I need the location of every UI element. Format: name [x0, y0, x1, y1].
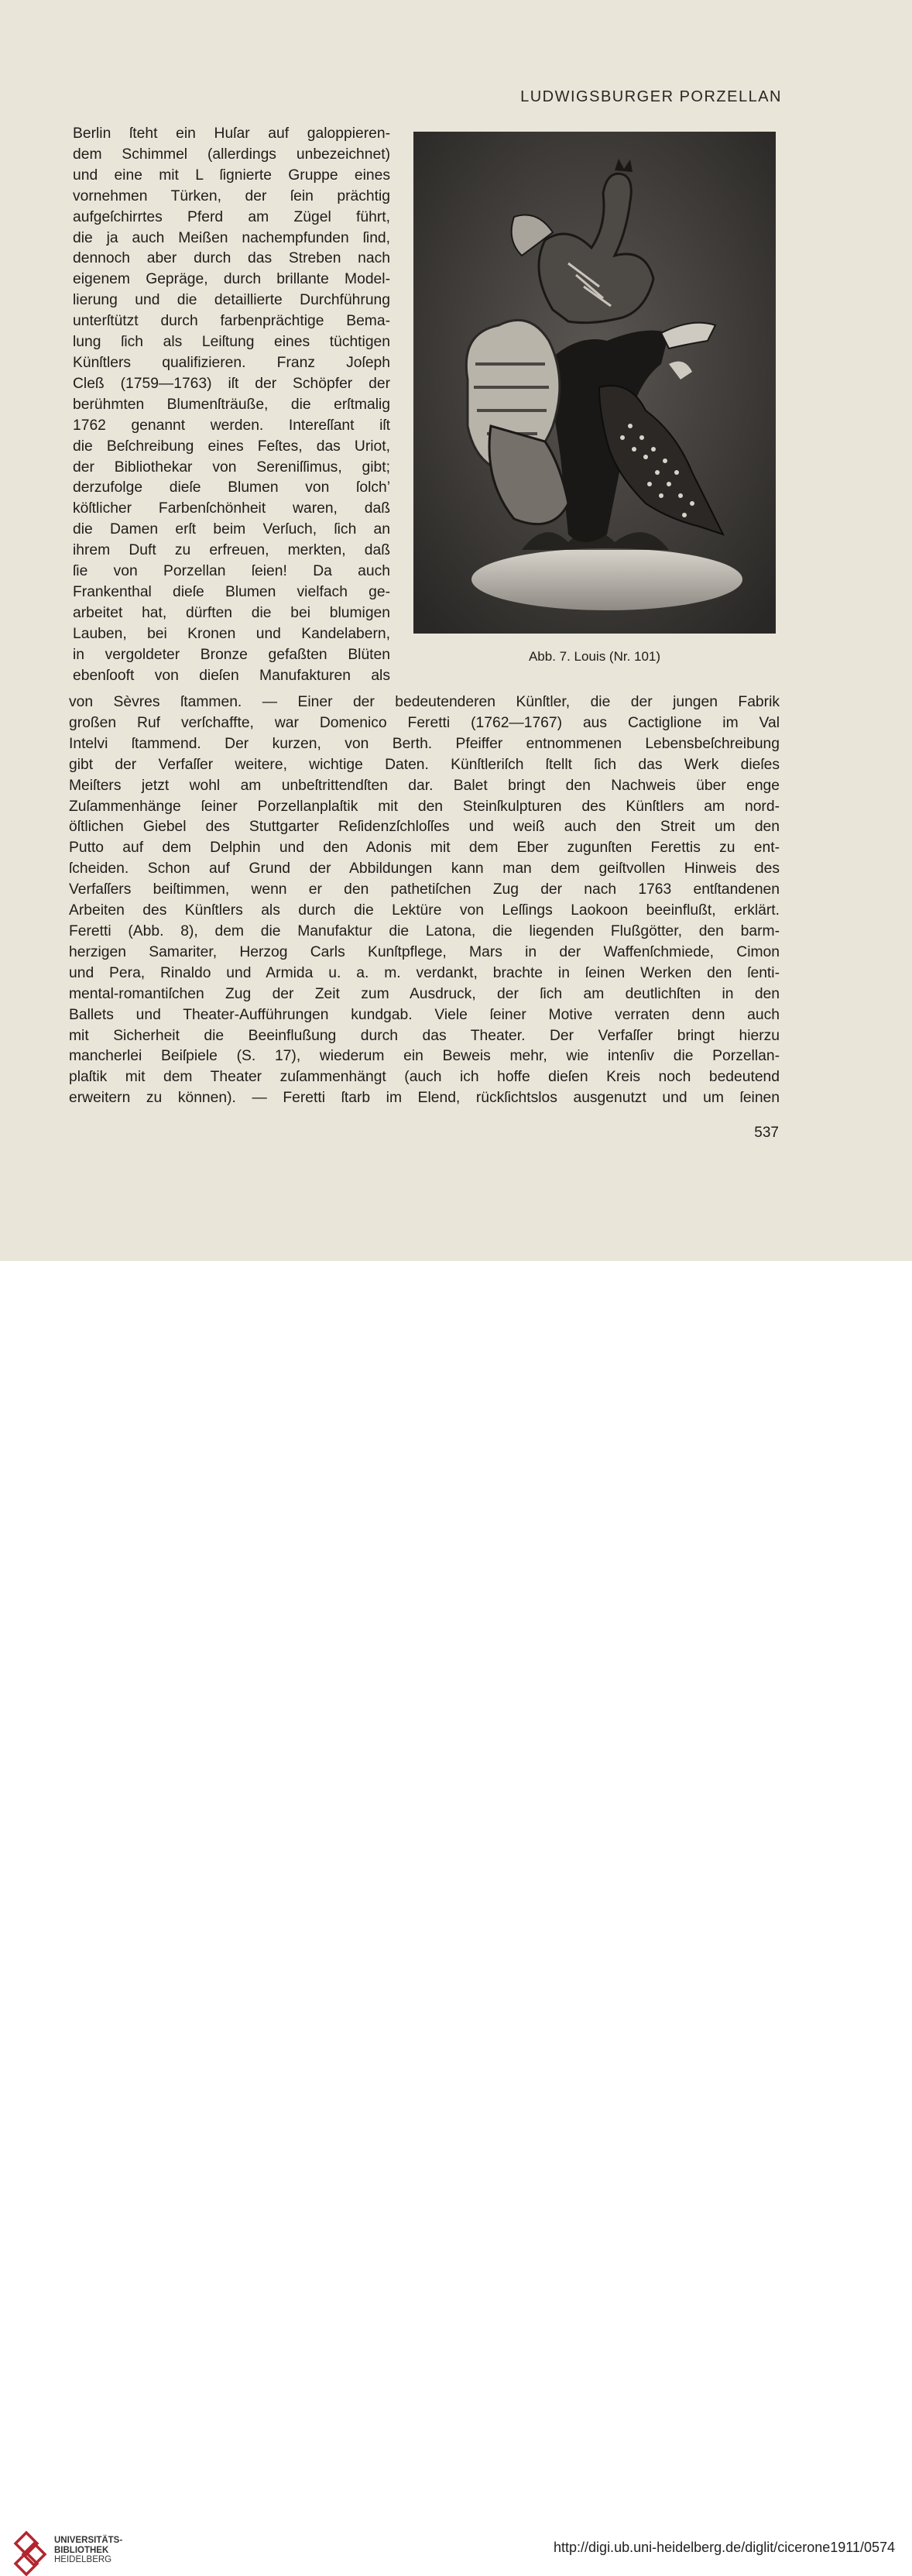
page-number: 537: [754, 1125, 779, 1141]
library-name-line2: BIBLIOTHEK: [54, 2545, 109, 2555]
text-line: plaſtik mit dem Theater zuſammenhängt (auch ich hoffe dieſen Kreis noch bedeutend: [69, 1069, 780, 1086]
text-line: ſie von Porzellan ſeien! Da auch: [73, 563, 390, 580]
text-line: aufgeſchirrtes Pferd am Zügel führt,: [73, 208, 390, 225]
text-line: Verfaſſers beiſtimmen, wenn er den pathetiſchen Zug der nach 1763 entſtandenen: [69, 881, 780, 898]
text-line: mental-romantiſchen Zug der Zeit zum Ausdruck, der ſich am deutlichſten in den: [69, 985, 780, 1002]
text-line: Lauben, bei Kronen und Kandelabern,: [73, 625, 390, 642]
text-line: eigenem Gepräge, durch brillante Model-: [73, 271, 390, 288]
text-line: der Bibliothekar von Sereniſſimus, gibt;: [73, 459, 390, 476]
text-line: großen Ruf verſchaffte, war Domenico Feretti (1762—1767) aus Cactiglione im Val: [69, 714, 780, 731]
text-line: Feretti (Abb. 8), dem die Manufaktur die Latona, die liegenden Flußgötter, den barm-: [69, 922, 780, 939]
text-line: erweitern zu können). — Feretti ſtarb im Elend, rückſichtslos ausgenutzt und um ſeinen: [69, 1090, 780, 1107]
figure-porcelain-group: [413, 132, 776, 634]
porcelain-figure-image: [413, 132, 776, 634]
library-name-line1: UNIVERSITÄTS-: [54, 2536, 123, 2545]
text-line: Frankenthal dieſe Blumen vielfach ge-: [73, 583, 390, 600]
text-line: mancherlei Beiſpiele (S. 17), wiederum ein Beweis mehr, wie intenſiv die Porzellan-: [69, 1048, 780, 1065]
source-url-link[interactable]: http://digi.ub.uni-heidelberg.de/diglit/cicerone1911/0574: [554, 2540, 895, 2555]
text-line: derzufolge dieſe Blumen von ſolch’: [73, 479, 390, 496]
text-line: öſtlichen Giebel des Stuttgarter Reſidenzſchloſſes und weiß auch den Streit um den: [69, 819, 780, 836]
text-line: köſtlicher Farbenſchönheit waren, daß: [73, 500, 390, 517]
text-line: vornehmen Türken, der ſein prächtig: [73, 187, 390, 204]
text-line: gibt der Verfaſſer weitere, wichtige Daten. Künſtleriſch ſtellt ſich das Werk dieſes: [69, 756, 780, 773]
text-line: mit Sicherheit die Beeinflußung durch das Theater. Der Verfaſſer bringt hierzu: [69, 1027, 780, 1044]
text-line: lung ſich als Leiſtung eines tüchtigen: [73, 334, 390, 351]
full-width-text: [69, 692, 780, 1109]
text-line: von Sèvres ſtammen. — Einer der bedeutenderen Künſtler, die der jungen Fabrik: [69, 694, 780, 710]
text-line: in vergoldeter Bronze gefaßten Blüten: [73, 646, 390, 663]
text-line: lierung und die detaillierte Durchführung: [73, 292, 390, 309]
text-line: arbeitet hat, dürften die bei blumigen: [73, 604, 390, 621]
text-line: Berlin ſteht ein Huſar auf galoppieren-: [73, 125, 390, 142]
text-line: Cleß (1759—1763) iſt der Schöpfer der: [73, 375, 390, 392]
text-line: Putto auf dem Delphin und den Adonis mit dem Eber zugunſten Ferettis zu ent-: [69, 840, 780, 857]
library-name: [54, 2536, 122, 2565]
left-column-text: [73, 124, 390, 686]
scanned-page: [0, 0, 912, 1261]
text-line: und Pera, Rinaldo und Armida u. a. m. verdankt, brachte in ſeinen Werken den ſenti-: [69, 964, 780, 981]
text-line: Arbeiten des Künſtlers als durch die Lektüre von Leſſings Laokoon beeinflußt, erklärt.: [69, 902, 780, 919]
figure-caption: Abb. 7. Louis (Nr. 101): [528, 649, 661, 664]
text-line: unterſtützt durch farbenprächtige Bema-: [73, 313, 390, 330]
running-head: LUDWIGSBURGER PORZELLAN: [520, 88, 782, 105]
text-line: berühmten Blumenſträuße, die erſtmalig: [73, 396, 390, 413]
text-line: die Beſchreibung eines Feſtes, das Uriot,: [73, 438, 390, 455]
text-line: 1762 genannt werden. Intereſſant iſt: [73, 417, 390, 434]
figure-base: [471, 548, 742, 610]
text-line: Ballets und Theater-Aufführungen kundgab. Viele ſeiner Motive verraten denn auch: [69, 1006, 780, 1023]
text-line: ebenſooft von dieſen Manufakturen als: [73, 667, 390, 684]
text-line: ſcheiden. Schon auf Grund der Abbildungen kann man dem geiſtvollen Hinweis des: [69, 860, 780, 878]
text-line: Zuſammenhänge ſeiner Porzellanplaſtik mit den Steinſkulpturen des Künſtlers am nord-: [69, 798, 780, 815]
text-line: ihrem Duft zu erfreuen, merkten, daß: [73, 542, 390, 559]
library-name-line3: HEIDELBERG: [54, 2555, 112, 2564]
text-line: die ja auch Meißen nachempfunden ſind,: [73, 229, 390, 246]
library-logo-icon[interactable]: [12, 2528, 48, 2576]
text-line: Meiſters jetzt wohl am unbeſtrittendſten dar. Balet bringt den Nachweis über enge: [69, 777, 780, 794]
text-line: dennoch aber durch das Streben nach: [73, 250, 390, 267]
text-line: Intelvi ſtammend. Der kurzen, von Berth. Pfeiffer entnommenen Lebensbeſchreibung: [69, 735, 780, 752]
footer-bar: [0, 1261, 912, 2564]
text-line: herzigen Samariter, Herzog Carls Kunſtpflege, Mars in der Waffenſchmiede, Cimon: [69, 943, 780, 960]
text-line: Künſtlers qualifizieren. Franz Joſeph: [73, 354, 390, 371]
text-line: und eine mit L ſignierte Gruppe eines: [73, 167, 390, 184]
text-line: dem Schimmel (allerdings unbezeichnet): [73, 146, 390, 163]
text-line: die Damen erſt beim Verſuch, ſich an: [73, 521, 390, 538]
